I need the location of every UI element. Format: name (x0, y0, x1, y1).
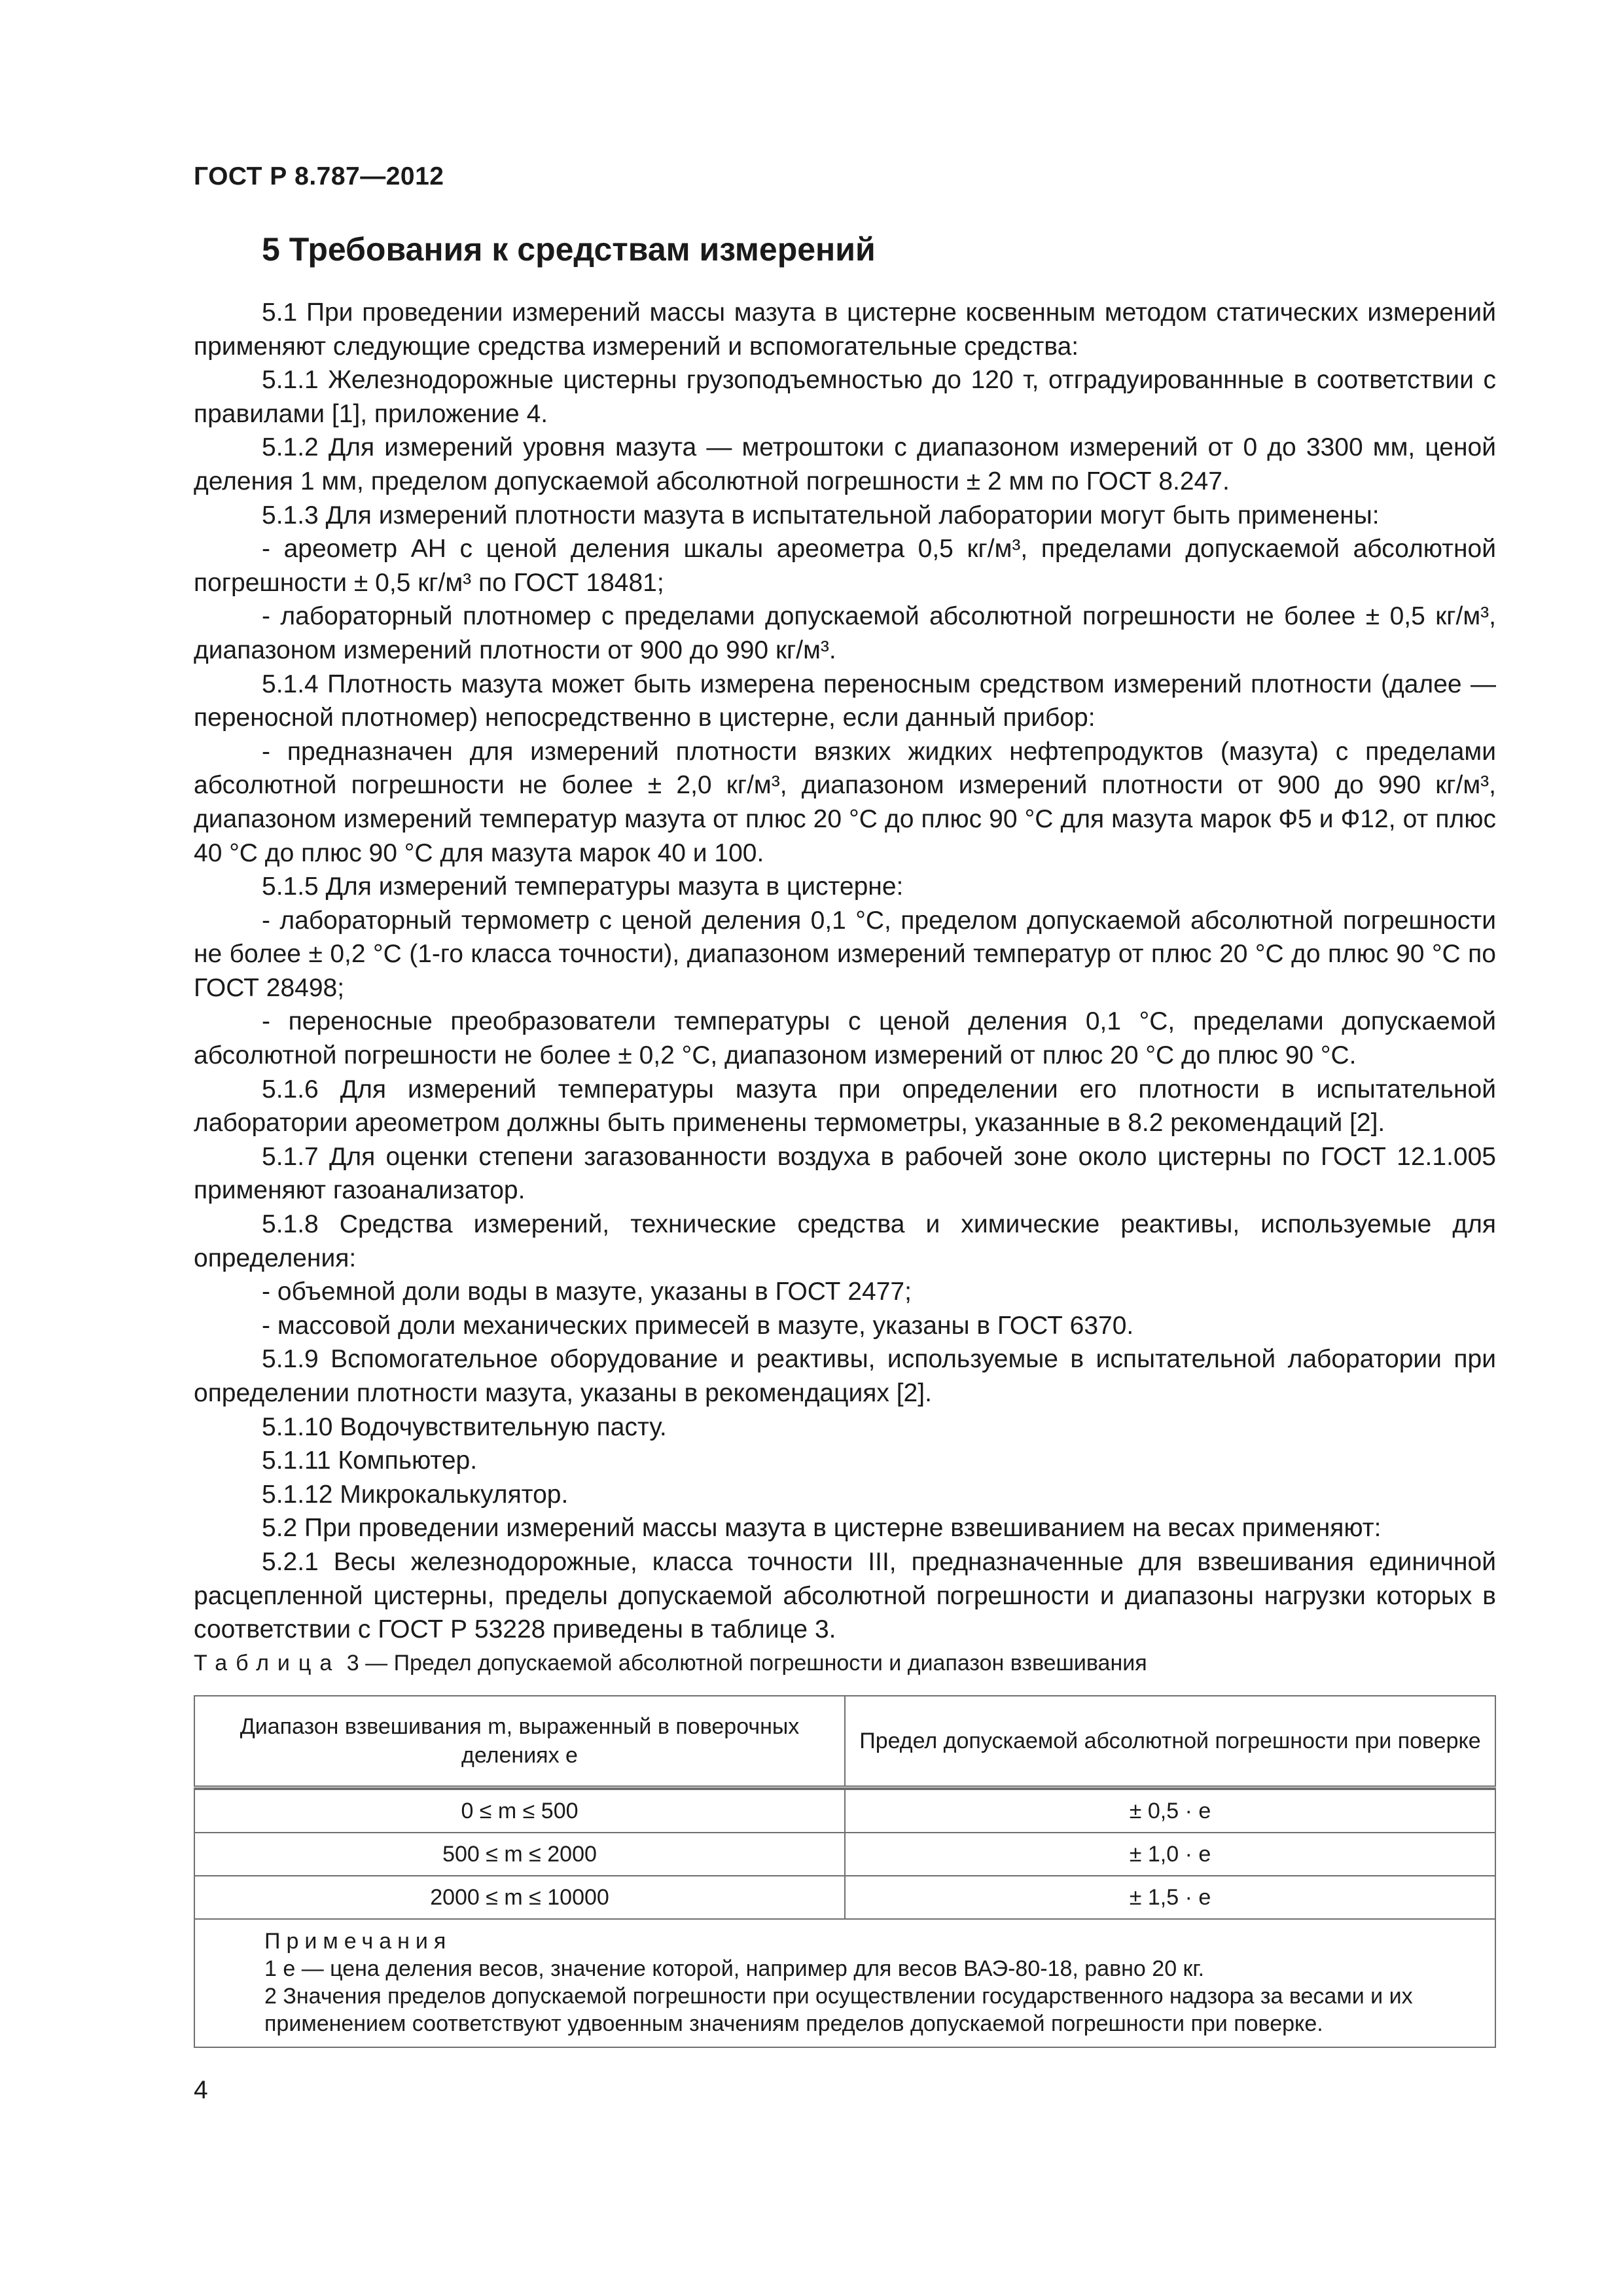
note-item: 1 e — цена деления весов, значение которой, например для весов ВАЭ-80-18, равно 20 кг. (264, 1956, 1205, 1981)
page-number: 4 (194, 2076, 208, 2104)
paragraph: 5.1.3 Для измерений плотности мазута в испытательной лаборатории могут быть применены: (262, 501, 1380, 529)
table-notes (194, 1919, 1495, 2047)
list-item: - лабораторный термометр с ценой деления 0,1 °С, пределом допускаемой абсолютной погрешности не более ± 0,2 °С (1-го класса точности), диапазоном измерений температур от плюс 20 °С до плюс 90 °С по ГОСТ 28498; (194, 906, 1496, 1002)
table-row (194, 1833, 1495, 1876)
table-cell: ± 1,0 · e (845, 1833, 1495, 1876)
paragraph: 5.1.5 Для измерений температуры мазута в цистерне: (262, 872, 904, 901)
table-cell: 500 ≤ m ≤ 2000 (194, 1833, 845, 1876)
table-caption (194, 1651, 1147, 1676)
paragraph: 5.1.4 Плотность мазута может быть измерена переносным средством измерений плотности (далее — переносной плотномер) непосредственно в цистерне, если данный прибор: (194, 670, 1496, 732)
section-title: 5 Требования к средствам измерений (262, 231, 876, 268)
list-item: - переносные преобразователи температуры с ценой деления 0,1 °С, пределами допускаемой абсолютной погрешности не более ± 0,2 °С, диапазоном измерений от плюс 20 °С до плюс 90 °С. (194, 1007, 1496, 1070)
paragraph: 5.1.11 Компьютер. (262, 1446, 478, 1475)
list-item: - объемной доли воды в мазуте, указаны в ГОСТ 2477; (262, 1278, 912, 1306)
paragraph: 5.1 При проведении измерений массы мазута в цистерне косвенным методом статических измерений применяют следующие средства измерений и вспомогательные средства: (194, 298, 1496, 361)
table-cell: 0 ≤ m ≤ 500 (194, 1789, 845, 1833)
column-header-range: Диапазон взвешивания m, выраженный в поверочных делениях e (194, 1696, 845, 1787)
list-item: - предназначен для измерений плотности вязких жидких нефтепродуктов (мазута) с пределами абсолютной погрешности не более ± 2,0 кг/м³, диапазоном измерений плотности от 900 до 990 кг/м³, диапазоном измерений температур мазута от плюс 20 °С до плюс 90 °С для мазута марок Ф5 и Ф12, от плюс 40 °С до плюс 90 °С для мазута марок 40 и 100. (194, 737, 1496, 867)
paragraph: 5.2.1 Весы железнодорожные, класса точности III, предназначенные для взвешивания единичной расцепленной цистерны, пределы допускаемой абсолютной погрешности и диапазоны нагрузки которых в соответствии с ГОСТ Р 53228 приведены в таблице 3. (194, 1547, 1496, 1644)
paragraph: 5.1.8 Средства измерений, технические средства и химические реактивы, используемые для определения: (194, 1210, 1496, 1272)
table-caption-text: 3 — Предел допускаемой абсолютной погрешности и диапазон взвешивания (346, 1651, 1147, 1676)
paragraph: 5.1.12 Микрокалькулятор. (262, 1480, 569, 1509)
note-item: 2 Значения пределов допускаемой погрешности при осуществлении государственного надзора за весами и их применением соответствуют удвоенным значениям пределов допускаемой погрешности при поверке. (264, 1984, 1413, 2036)
paragraph: 5.1.7 Для оценки степени загазованности воздуха в рабочей зоне около цистерны по ГОСТ 12.1.005 применяют газоанализатор. (194, 1142, 1496, 1205)
paragraph: 5.1.10 Водочувствительную пасту. (262, 1412, 667, 1441)
column-header-limit: Предел допускаемой абсолютной погрешности при поверке (845, 1696, 1495, 1787)
list-item: - ареометр АН с ценой деления шкалы ареометра 0,5 кг/м³, пределами допускаемой абсолютной погрешности ± 0,5 кг/м³ по ГОСТ 18481; (194, 535, 1496, 597)
table-row (194, 1789, 1495, 1833)
notes-title: Примечания (264, 1929, 452, 1954)
table-caption-label: Таблица (194, 1651, 341, 1676)
table-row (194, 1876, 1495, 1919)
table-cell: ± 0,5 · e (845, 1789, 1495, 1833)
section-body (194, 296, 1496, 1647)
paragraph: 5.1.1 Железнодорожные цистерны грузоподъемностью до 120 т, отградуированнные в соответствии с правилами [1], приложение 4. (194, 366, 1496, 428)
paragraph: 5.1.9 Вспомогательное оборудование и реактивы, используемые в испытательной лаборатории при определении плотности мазута, указаны в рекомендациях [2]. (194, 1345, 1496, 1407)
paragraph: 5.1.2 Для измерений уровня мазута — метроштоки с диапазоном измерений от 0 до 3300 мм, ценой деления 1 мм, пределом допускаемой абсолютной погрешности ± 2 мм по ГОСТ 8.247. (194, 433, 1496, 495)
paragraph: 5.1.6 Для измерений температуры мазута при определении его плотности в испытательной лаборатории ареометром должны быть применены термометры, указанные в 8.2 рекомендаций [2]. (194, 1075, 1496, 1138)
table-notes-row (194, 1919, 1495, 2047)
document-header: ГОСТ Р 8.787—2012 (194, 162, 444, 190)
table-cell: 2000 ≤ m ≤ 10000 (194, 1876, 845, 1919)
paragraph: 5.2 При проведении измерений массы мазута в цистерне взвешиванием на весах применяют: (262, 1514, 1382, 1543)
weighing-range-table (194, 1695, 1496, 2048)
list-item: - лабораторный плотномер с пределами допускаемой абсолютной погрешности не более ± 0,5 кг/м³, диапазоном измерений плотности от 900 до 990 кг/м³. (194, 602, 1496, 664)
list-item: - массовой доли механических примесей в мазуте, указаны в ГОСТ 6370. (262, 1311, 1134, 1340)
table-cell: ± 1,5 · e (845, 1876, 1495, 1919)
table-header-row (194, 1696, 1495, 1787)
